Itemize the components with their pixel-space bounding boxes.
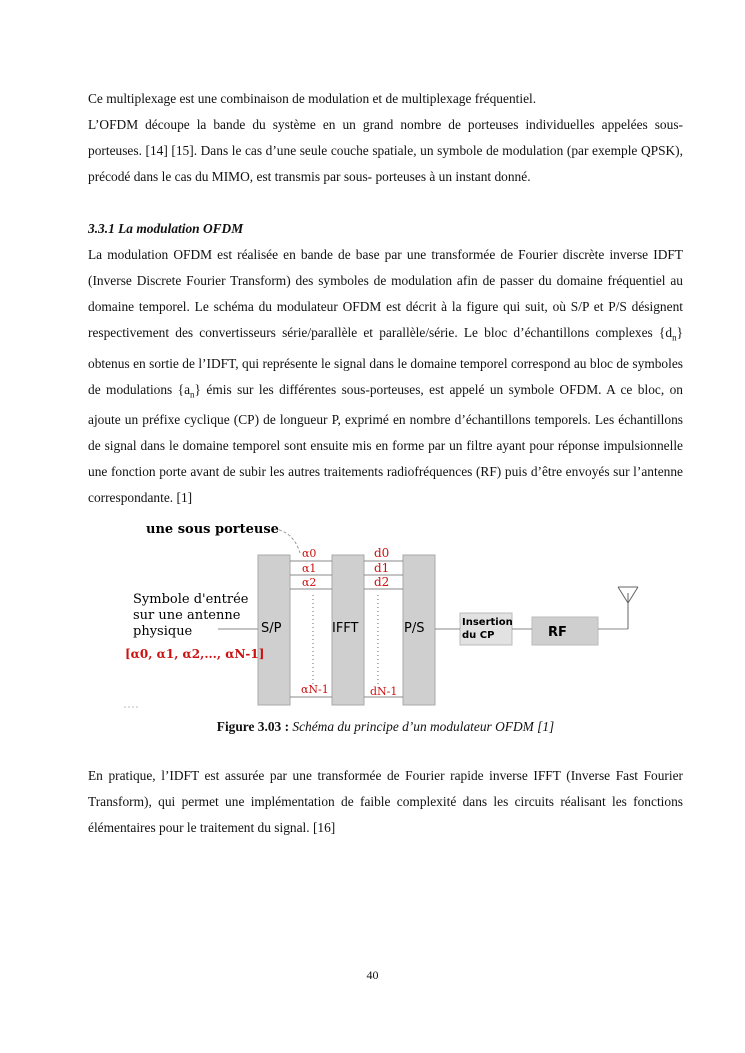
paragraph-1: Ce multiplexage est une combinaison de modulation et de multiplexage fréquentiel. — [88, 91, 537, 106]
ofdm-diagram — [88, 515, 683, 715]
d2-label: d2 — [374, 575, 390, 590]
input-sequence: [α0, α1, α2,..., αN-1] — [125, 647, 265, 662]
alphaN-label: αN-1 — [301, 683, 329, 697]
page-number: 40 — [366, 968, 379, 982]
subcarrier-label: une sous porteuse — [146, 522, 279, 538]
figure-caption: Figure 3.03 : Schéma du principe d’un modulateur OFDM [1] — [216, 719, 555, 735]
ofdm-modulator-figure — [88, 515, 683, 715]
ps-label: P/S — [404, 621, 425, 637]
rf-label: RF — [548, 625, 567, 641]
input-label-line3: physique — [133, 624, 193, 640]
paragraph-2: L’OFDM découpe la bande du système en un grand nombre de porteuses individuelles appelées sous-porteuses. [14] [15]. Dans le cas d’une seule couche spatiale, un symbole de modulation (par exemple QPSK), précodé dans le cas du MIMO, est transmis par sous- porteuses à un instant donné. — [88, 117, 683, 184]
section-title: 3.3.1 La modulation OFDM — [88, 221, 244, 236]
paragraph-4: En pratique, l’IDFT est assurée par une transformée de Fourier rapide inverse IFFT (Inverse Fast Fourier Transform), qui permet une implémentation de faible complexité dans les circuits réalisant les fonctions élémentaires pour le traitement du signal. [16] — [88, 768, 683, 836]
ifft-label: IFFT — [332, 621, 359, 637]
input-label-line2: sur une antenne — [133, 608, 241, 624]
paragraph-3: La modulation OFDM est réalisée en bande de base par une transformée de Fourier discrète inverse IDFT (Inverse Discrete Fourier Transform) des symboles de modulation afin de passer du domaine fréquentiel au domaine temporel. Le schéma du modulateur OFDM est décrit à la figure qui suit, où S/P et P/S désignent respectivement des convertisseurs série/parallèle et parallèle/série. Le bloc d’échantillons complexes $\{d_n\}$ obtenus en sortie de l’IDFT, qui représente le signal dans le domaine temporel correspond au bloc de symboles de modulations $\{a_n\}$ émis sur les différentes sous-porteuses, est appelé un symbole OFDM. A ce bloc, on ajoute un préfixe cyclique (CP) de longueur P, exprimé en nombre d’échantillons temporels. Les échantillons de signal dans le domaine temporel sont ensuite mis en forme par un filtre ayant pour réponse impulsionnelle une fonction porte avant de subir les autres traitements radiofréquences (RF) puis d’être envoyés sur l’antenne correspondante. [1] — [88, 247, 683, 506]
insertion-label-2: du CP — [462, 630, 495, 642]
d1-label: d1 — [374, 561, 390, 576]
sp-label: S/P — [261, 621, 282, 637]
antenna-icon — [618, 587, 638, 629]
input-label-line1: Symbole d'entrée — [133, 592, 249, 608]
alpha0-label: α0 — [302, 547, 317, 561]
dN-label: dN-1 — [370, 685, 398, 699]
d0-label: d0 — [374, 546, 390, 561]
alpha1-label: α1 — [302, 562, 317, 576]
page-content — [88, 86, 683, 841]
insertion-label-1: Insertion — [462, 617, 513, 629]
alpha2-label: α2 — [302, 576, 317, 590]
